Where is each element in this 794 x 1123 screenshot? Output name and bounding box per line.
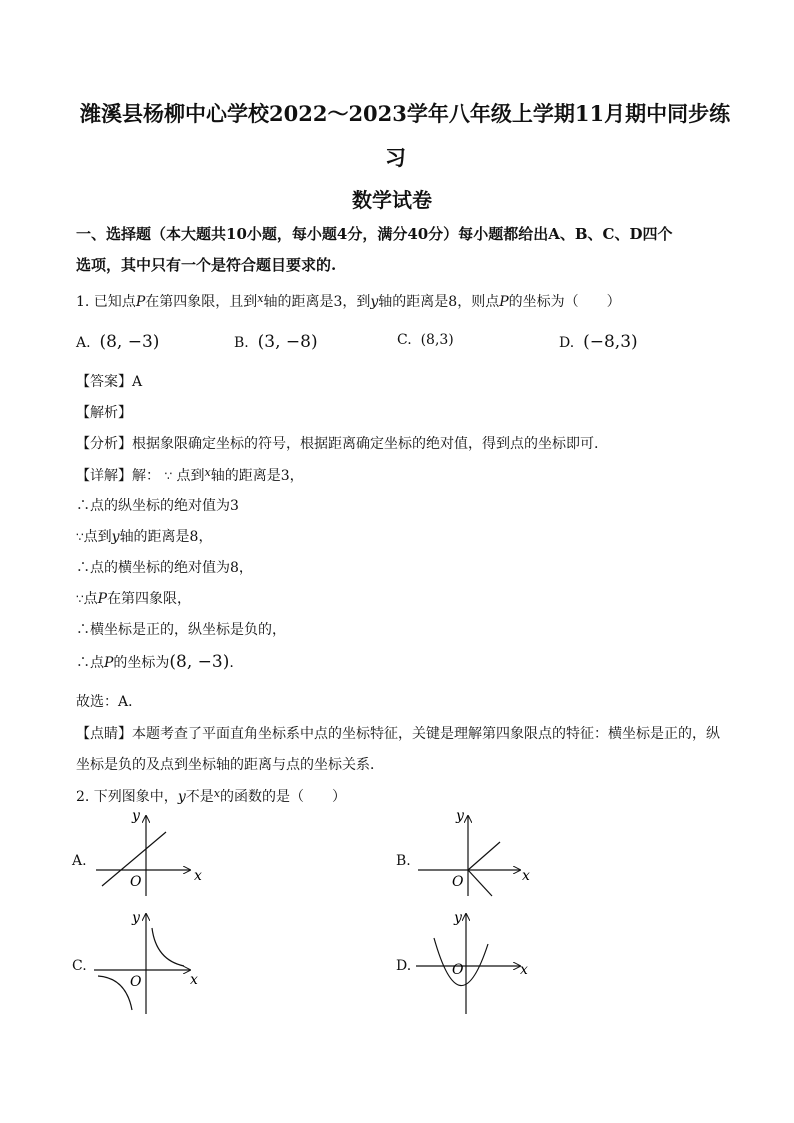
dianjing-tag: 【点睛】 [76,726,132,742]
q2-prefix: 2. 下列图象中， [76,789,178,805]
q1-text6: 的坐标为（ ） [508,294,621,310]
q2-text2: 的函数的是（ ） [219,789,346,805]
q2-option-b-label: B. [396,853,411,869]
fenxi-tag: 【分析】 [76,436,132,452]
graph-ray-up [468,842,500,870]
q2-x-var: x [213,787,220,800]
q1-analysis-tag: 【解析】 [76,405,132,421]
q1-text3: ，到 [342,294,371,310]
because-icon: ∵ [76,530,84,544]
q1-prefix: 1. 已知点 [76,294,136,310]
x-axis-label: x [522,868,530,884]
origin-label: O [130,874,142,890]
s7-text2: 的坐标为 [113,655,170,671]
s5-point-p: P [97,591,108,607]
q1-answer [76,371,142,391]
s3-text2: 轴的距离是8， [119,529,213,545]
fenxi-text: 根据象限确定坐标的符号，根据距离确定坐标的绝对值，得到点的坐标即可. [132,436,599,452]
q1-option-a-value: (8, −3) [99,332,160,352]
page-title-line2: 习 [385,145,406,170]
q1-step2: ∴点的纵坐标的绝对值为3 [76,498,239,514]
hyperbola-branch-right [152,928,184,966]
q1-option-a-label: A. [76,335,91,351]
origin-label: O [452,962,464,978]
x-axis-label: x [190,972,198,988]
x-axis-label: x [194,868,202,884]
page-subtitle: 数学试卷 [352,188,432,212]
answer-value: A [132,374,143,390]
y-axis-label: y [454,910,462,926]
q1-option-b [234,332,318,352]
q1-choose: 故选：A． [76,694,143,710]
s5-text1: 点 [83,591,98,607]
xiangjie-tag: 【详解】 [76,468,132,484]
q1-point-p2: P [499,294,509,310]
page-title-line1: 潍溪县杨柳中心学校2022～2023学年八年级上学期11月期中同步练 [80,101,731,126]
q1-y-var: y [370,294,379,310]
because-icon: ∵ [164,469,173,483]
q2-y-var: y [177,789,186,805]
section-heading-line1: 一、选择题（本大题共10小题，每小题4分，满分40分）每小题都给出A、B、C、D四个 [76,225,673,243]
q1-step7 [76,652,234,672]
section-heading-line2: 选项，其中只有一个是符合题目要求的. [76,256,337,274]
s3-y-var: y [111,529,120,545]
q1-xiangjie [76,465,304,485]
q1-text2: 轴的距离是 [263,294,334,310]
q2-option-c-label: C. [72,958,87,974]
q1-step4: ∴点的横坐标的绝对值为8， [76,560,253,576]
q1-x-var: x [257,292,264,305]
q1-option-c-value: (8,3) [420,332,454,348]
answer-tag: 【答案】 [76,374,132,390]
xj-text1: 点到 [176,468,205,484]
graph-b [416,806,546,898]
q1-step3 [76,526,212,546]
q1-text1: 在第四象限，且到 [145,294,258,310]
s7-text1: ∴点 [76,655,104,671]
question-2-stem [76,786,346,806]
because-icon: ∵ [76,592,84,606]
s5-text2: 在第四象限， [107,591,192,607]
q1-option-d-label: D. [559,335,575,351]
s7-coord: (8, −3) [169,652,230,672]
s7-point-p: P [104,655,114,671]
q1-option-b-value: (3, −8) [257,332,318,352]
s7-period: . [229,655,234,671]
q1-point-p: P [135,294,146,310]
q1-option-a [76,332,159,352]
y-axis-label: y [132,808,140,824]
q1-option-d [559,332,638,352]
graph-c [90,908,220,1016]
q2-text1: 不是 [185,789,214,805]
q2-option-d-label: D. [396,958,412,974]
q1-text4: 轴的距离是 [378,294,449,310]
q1-step5 [76,588,191,608]
q1-step6: ∴横坐标是正的，纵坐标是负的， [76,622,286,638]
x-axis-label: x [520,962,528,978]
y-axis-label: y [132,910,140,926]
q2-option-a-label: A. [72,853,87,869]
q1-fenxi [76,433,598,453]
q1-dianjing-line2: 坐标是负的及点到坐标轴的距离与点的坐标关系． [76,757,384,773]
origin-label: O [452,874,464,890]
q1-num8: 8 [448,294,458,310]
q1-dianjing-line1 [76,723,720,743]
xj-text2: 轴的距离是3， [210,468,304,484]
q1-option-d-value: (−8,3) [583,332,638,352]
xj-x-var: x [204,466,211,479]
hyperbola-branch-left [98,976,132,1010]
origin-label: O [130,974,142,990]
q1-option-c-label: C. [397,332,412,348]
q1-option-b-label: B. [234,335,249,351]
graph-d [412,908,542,1016]
graph-ray-down [468,870,492,896]
dianjing-text1: 本题考查了平面直角坐标系中点的坐标特征，关键是理解第四象限点的特征：横坐标是正的，纵 [132,726,720,742]
q1-option-c [397,332,454,348]
s3-text1: 点到 [83,529,112,545]
y-axis-label: y [456,808,464,824]
q1-text5: ，则点 [457,294,500,310]
xiangjie-jie: 解： [132,468,160,484]
q1-num3: 3 [333,294,343,310]
question-1-stem [76,291,621,311]
graph-a [90,806,220,898]
